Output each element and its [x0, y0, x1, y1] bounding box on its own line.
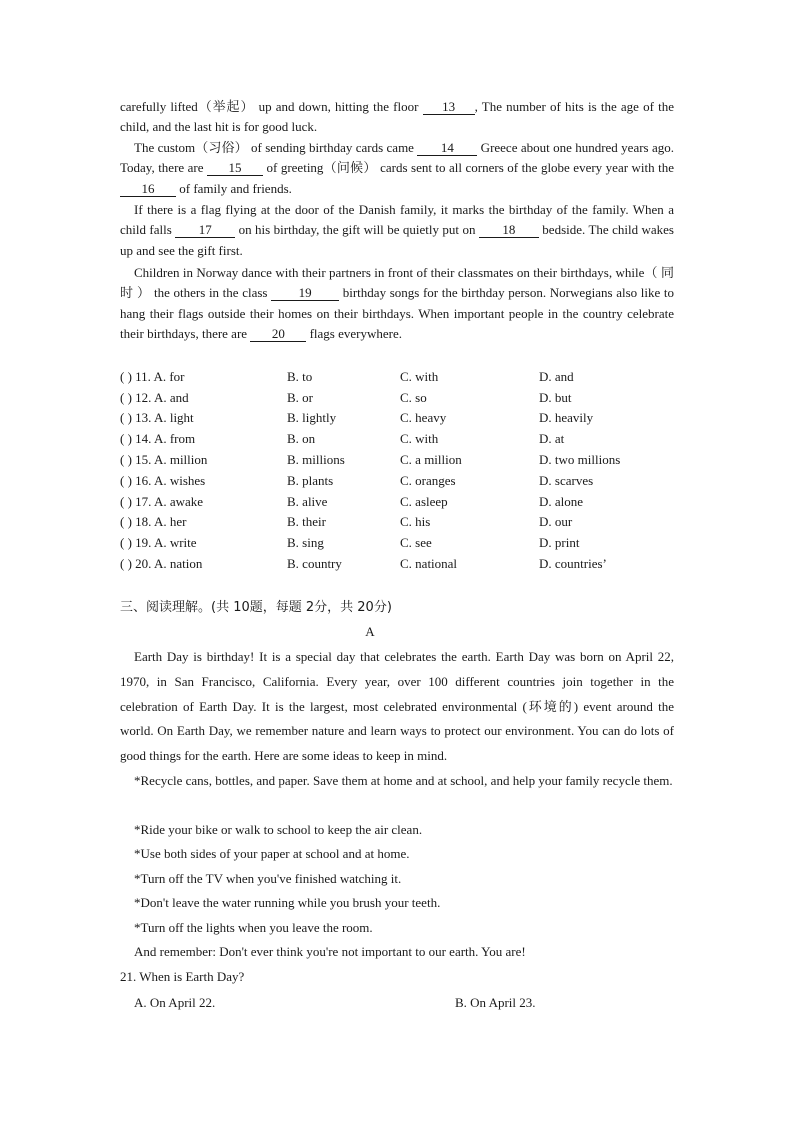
question-stem[interactable]: ( ) 15. A. million — [120, 452, 208, 467]
idea-ride-bike: *Ride your bike or walk to school to keep the air clean. — [134, 822, 423, 837]
question-row-13 — [120, 408, 680, 428]
option-c[interactable]: C. see — [400, 535, 432, 550]
option-b[interactable]: B. to — [287, 369, 313, 384]
option-d[interactable]: D. heavily — [539, 410, 594, 425]
option-c[interactable]: C. with — [400, 369, 439, 384]
option-c[interactable]: C. so — [400, 390, 427, 405]
reading-intro: Earth Day is birthday! It is a special day that celebrates the earth. Earth Day was born on April 22, 1970, in San Francisco, California. Every year, over 100 different countries join together in the celebration of Earth Day. It is the largest, most celebrated environmental (环境的) event around the world. On Earth Day, we remember nature and learn ways to protect our environment. You can do lots of good things for the earth. Here are some ideas to keep in mind. — [120, 649, 674, 764]
option-d[interactable]: D. scarves — [539, 473, 594, 488]
question-stem[interactable]: ( ) 16. A. wishes — [120, 473, 206, 488]
passage-label: A — [365, 624, 375, 639]
question-row-11 — [120, 367, 680, 387]
option-c[interactable]: C. his — [400, 514, 431, 529]
blank-17[interactable]: 17 — [175, 223, 235, 238]
option-d[interactable]: D. at — [539, 431, 565, 446]
option-d[interactable]: D. our — [539, 514, 573, 529]
option-b[interactable]: B. plants — [287, 473, 334, 488]
option-d[interactable]: D. alone — [539, 494, 584, 509]
question-stem[interactable]: ( ) 11. A. for — [120, 369, 185, 384]
q21-option-b[interactable]: B. On April 23. — [455, 995, 536, 1010]
option-d[interactable]: D. print — [539, 535, 580, 550]
question-stem[interactable]: ( ) 14. A. from — [120, 431, 196, 446]
option-b[interactable]: B. sing — [287, 535, 324, 550]
passage-paragraph-3: If there is a flag flying at the door of the Danish family, it marks the birthday of the family. When a child falls 17 on his birthday, the gift will be quietly put on 18 bedside. The child wakes up and see the gift first. — [120, 202, 674, 258]
closing-remark: And remember: Don't ever think you're not important to our earth. You are! — [134, 944, 526, 959]
question-stem[interactable]: ( ) 20. A. nation — [120, 556, 203, 571]
blank-13[interactable]: 13 — [423, 100, 475, 115]
passage-paragraph-2: The custom（习俗） of sending birthday cards came 14 Greece about one hundred years ago. Today, there are 15 of greeting（问候） cards sent to all corners of the globe every year with the 16 of family and friends. — [120, 140, 675, 196]
question-row-15 — [120, 450, 680, 470]
question-stem[interactable]: ( ) 19. A. write — [120, 535, 197, 550]
option-d[interactable]: D. countries’ — [539, 556, 607, 571]
option-b[interactable]: B. lightly — [287, 410, 337, 425]
question-stem[interactable]: ( ) 12. A. and — [120, 390, 189, 405]
option-c[interactable]: C. oranges — [400, 473, 456, 488]
question-row-20 — [120, 554, 680, 574]
question-row-16 — [120, 471, 680, 491]
q21-option-a[interactable]: A. On April 22. — [134, 995, 216, 1010]
question-21: 21. When is Earth Day? — [120, 969, 245, 984]
option-b[interactable]: B. their — [287, 514, 326, 529]
question-row-19 — [120, 533, 680, 553]
blank-15[interactable]: 15 — [207, 161, 263, 176]
option-c[interactable]: C. asleep — [400, 494, 448, 509]
option-b[interactable]: B. or — [287, 390, 313, 405]
question-stem[interactable]: ( ) 17. A. awake — [120, 494, 204, 509]
option-d[interactable]: D. but — [539, 390, 572, 405]
blank-18[interactable]: 18 — [479, 223, 539, 238]
idea-paper-sides: *Use both sides of your paper at school and at home. — [134, 846, 410, 861]
section-heading: 三、阅读理解。(共 10题，每题 2分，共 20分) — [120, 600, 392, 615]
idea-tv-off: *Turn off the TV when you've finished watching it. — [134, 871, 402, 886]
option-b[interactable]: B. country — [287, 556, 342, 571]
option-c[interactable]: C. a million — [400, 452, 462, 467]
idea-recycle: *Recycle cans, bottles, and paper. Save them at home and at school, and help your family recycle them. — [134, 773, 673, 788]
question-row-17 — [120, 492, 680, 512]
idea-water: *Don't leave the water running while you brush your teeth. — [134, 895, 441, 910]
blank-20[interactable]: 20 — [250, 327, 306, 342]
question-row-18 — [120, 512, 680, 532]
question-stem[interactable]: ( ) 13. A. light — [120, 410, 194, 425]
blank-14[interactable]: 14 — [417, 141, 477, 156]
option-c[interactable]: C. national — [400, 556, 458, 571]
question-stem[interactable]: ( ) 18. A. her — [120, 514, 187, 529]
option-b[interactable]: B. alive — [287, 494, 328, 509]
option-d[interactable]: D. two millions — [539, 452, 621, 467]
question-row-12 — [120, 388, 680, 408]
option-d[interactable]: D. and — [539, 369, 574, 384]
idea-lights: *Turn off the lights when you leave the room. — [134, 920, 373, 935]
passage-paragraph-4: Children in Norway dance with their partners in front of their classmates on their birthdays, while（ 同时 ） the others in the class 19 birthday songs for the birthday person. Norwegians also like to hang their flags outside their homes on their birthdays. When important people in the country celebrate their birthdays, there are 20 flags everywhere. — [120, 265, 674, 341]
option-b[interactable]: B. on — [287, 431, 316, 446]
option-c[interactable]: C. heavy — [400, 410, 447, 425]
passage-paragraph-1: carefully lifted（举起） up and down, hitting the floor 13 , The number of hits is the age of the child, and the last hit is for good luck. — [120, 99, 674, 135]
option-c[interactable]: C. with — [400, 431, 439, 446]
option-b[interactable]: B. millions — [287, 452, 345, 467]
question-row-14 — [120, 429, 680, 449]
blank-19[interactable]: 19 — [271, 286, 339, 301]
blank-16[interactable]: 16 — [120, 182, 176, 197]
